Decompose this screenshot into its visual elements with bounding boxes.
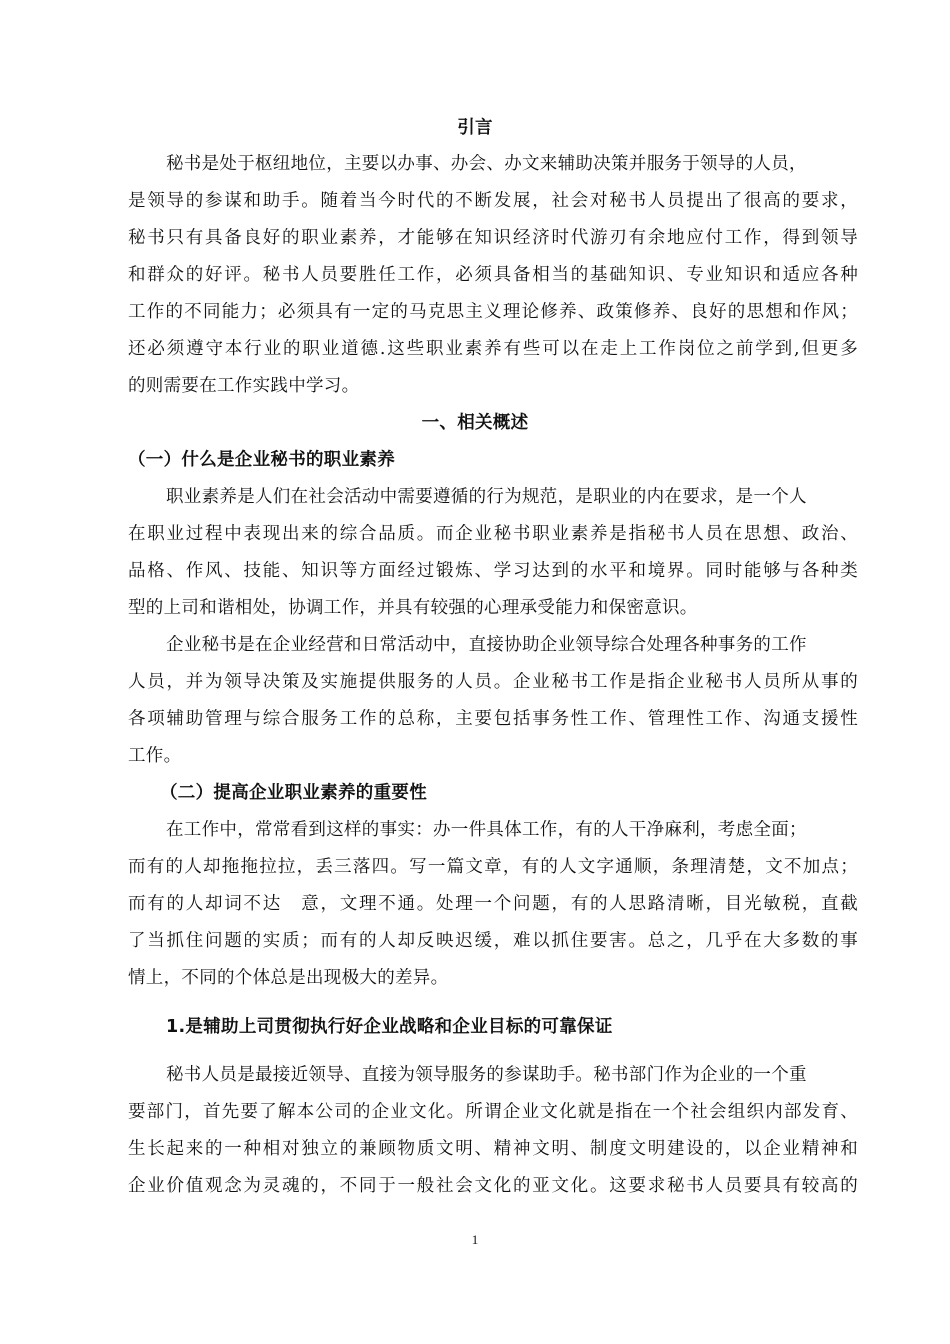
paragraph-line: 在工作中，常常看到这样的事实：办一件具体工作，有的人干净麻利，考虑全面； <box>166 820 807 840</box>
paragraph-line: 秘书人员是最接近领导、直接为领导服务的参谋助手。秘书部门作为企业的一个重 <box>166 1065 807 1085</box>
subsection-heading: （一）什么是企业秘书的职业素养 <box>128 450 395 470</box>
subsection-heading: （二）提高企业职业素养的重要性 <box>160 783 427 803</box>
paragraph-line: 而有的人却词不达 意，文理不通。处理一个问题，有的人思路清晰，目光敏税，直截 <box>128 894 858 914</box>
point-heading: 1.是辅助上司贯彻执行好企业战略和企业目标的可靠保证 <box>166 1017 613 1037</box>
page-title: 引言 <box>457 118 493 138</box>
paragraph-line: 型的上司和谐相处，协调工作，并具有较强的心理承受能力和保密意识。 <box>128 598 698 618</box>
paragraph-line: 秘书是处于枢纽地位，主要以办事、办会、办文来辅助决策并服务于领导的人员， <box>166 154 807 174</box>
page-number: 1 <box>471 1232 479 1247</box>
paragraph-line: 工作的不同能力；必须具有一定的马克思主义理论修养、政策修养、良好的思想和作风； <box>128 302 858 322</box>
paragraph-line: 在职业过程中表现出来的综合品质。而企业秘书职业素养是指秘书人员在思想、政治、 <box>128 524 858 544</box>
paragraph-line: 的则需要在工作实践中学习。 <box>128 376 360 396</box>
paragraph-line: 还必须遵守本行业的职业道德.这些职业素养有些可以在走上工作岗位之前学到,但更多 <box>128 339 858 359</box>
paragraph-line: 人员，并为领导决策及实施提供服务的人员。企业秘书工作是指企业秘书人员所从事的 <box>128 672 858 692</box>
paragraph-line: 要部门，首先要了解本公司的企业文化。所谓企业文化就是指在一个社会组织内部发育、 <box>128 1102 858 1122</box>
paragraph-line: 企业秘书是在企业经营和日常活动中，直接协助企业领导综合处理各种事务的工作 <box>166 635 807 655</box>
paragraph-line: 而有的人却拖拖拉拉，丢三落四。写一篇文章，有的人文字通顺，条理清楚，文不加点； <box>128 857 858 877</box>
paragraph-line: 各项辅助管理与综合服务工作的总称，主要包括事务性工作、管理性工作、沟通支援性 <box>128 709 858 729</box>
paragraph-line: 了当抓住问题的实质；而有的人却反映迟缓，难以抓住要害。总之，几乎在大多数的事 <box>128 931 858 951</box>
paragraph-line: 秘书只有具备良好的职业素养，才能够在知识经济时代游刃有余地应付工作，得到领导 <box>128 228 858 248</box>
paragraph-line: 生长起来的一种相对独立的兼顾物质文明、精神文明、制度文明建设的，以企业精神和 <box>128 1139 858 1159</box>
paragraph-line: 企业价值观念为灵魂的，不同于一般社会文化的亚文化。这要求秘书人员要具有较高的 <box>128 1176 858 1196</box>
paragraph-line: 是领导的参谋和助手。随着当今时代的不断发展，社会对秘书人员提出了很高的要求， <box>128 191 858 211</box>
paragraph-line: 工作。 <box>128 746 182 766</box>
paragraph-line: 职业素养是人们在社会活动中需要遵循的行为规范，是职业的内在要求，是一个人 <box>166 487 807 507</box>
paragraph-line: 情上，不同的个体总是出现极大的差异。 <box>128 968 449 988</box>
paragraph-line: 品格、作风、技能、知识等方面经过锻炼、学习达到的水平和境界。同时能够与各种类 <box>128 561 858 581</box>
paragraph-line: 和群众的好评。秘书人员要胜任工作，必须具备相当的基础知识、专业知识和适应各种 <box>128 265 858 285</box>
section-heading: 一、相关概述 <box>421 413 529 433</box>
